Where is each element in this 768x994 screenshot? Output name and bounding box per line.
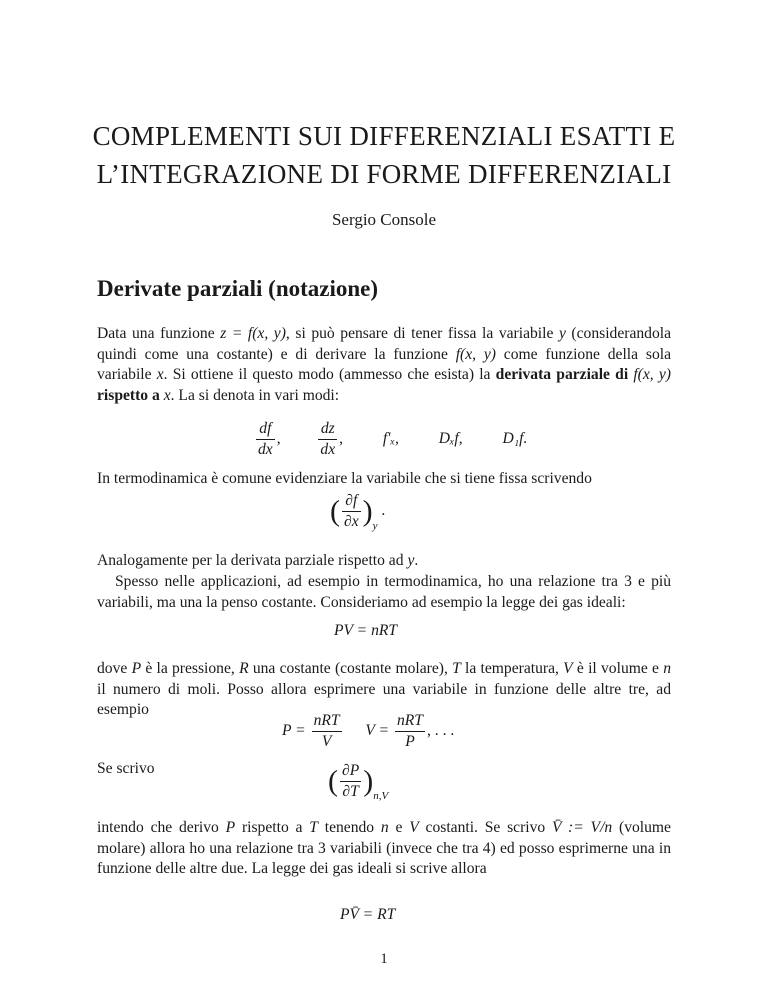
equation-ideal-gas: PV = nRT [334,622,398,639]
document-title [60,117,708,193]
equation-molar-gas: PV̄ = RT [340,906,396,923]
paragraph-molar-volume: intendo che derivo P rispetto a T tenendo n e V costanti. Se scrivo V̄ := V/n (volume molare) allora ho una relazione tra 3 variabili (invece che tra 4) ed posso esprimerne una in funzione delle altre due. La legge dei gas ideali si scrive allora [97,819,671,877]
notation-fx: f′ₓ, [382,430,399,448]
partial-derivative-p-t: ( $\frac{\partial P}{\partial T}$ )$_{n,V}$ [328,762,389,803]
fraction-dz-dx: $\frac{dz}{dx}$ [320,420,336,458]
paragraph-definition: Data una funzione z = f(x, y), si può pensare di tener fissa la variabile y (considerandola quindi come una costante) e di derivare la funzione f(x, y) come funzione della sola variabile x. Si ottiene il questo modo (ammesso che esista) la derivata parziale di f(x, y) rispetto a x. La si denota in vari modi: [97,325,672,404]
title-line-2: L’INTEGRAZIONE DI FORME DIFFERENZIALI [96,159,672,189]
author-name: Sergio Console [331,210,437,229]
partial-derivative-f-x: ( $\frac{\partial f}{\partial x}$ )$_y$ . [330,492,386,533]
paragraph-variables: dove P è la pressione, R una costante (costante molare), T la temperatura, V è il volume e n il numero di moli. Posso allora esprimere una variabile in funzione delle altre tre, ad esempio [97,660,671,718]
section-heading: Derivate parziali (notazione) [97,276,379,301]
page-number: 1 [380,951,388,967]
notation-dxf: Dₓf, [438,430,463,448]
paragraph-se-scrivo: Se scrivo [97,760,155,777]
equation-express-variables: P = $\frac{\text{nRT}}{V}$ V = $\frac{\text{nRT}}{P}$ , . . . [282,712,455,750]
paragraph-thermo: In termodinamica è comune evidenziare la variabile che si tiene fissa scrivendo [97,470,592,487]
notation-list: $\frac{df}{dx}$ , $\frac{dz}{dx}$ , f′ₓ, Dₓf, D₁f. [258,420,528,458]
fraction-df-dx: $\frac{df}{dx}$ [258,420,273,458]
notation-d1f: D₁f. [502,430,528,448]
title-line-1: COMPLEMENTI SUI DIFFERENZIALI ESATTI E [92,121,676,151]
paragraph-analogous: Analogamente per la derivata parziale rispetto ad y. [97,552,419,569]
paragraph-applications: Spesso nelle applicazioni, ad esempio in termodinamica, ho una relazione tra 3 e più variabili, ma una la penso costante. Consideriamo ad esempio la legge dei gas ideali: [97,573,671,611]
